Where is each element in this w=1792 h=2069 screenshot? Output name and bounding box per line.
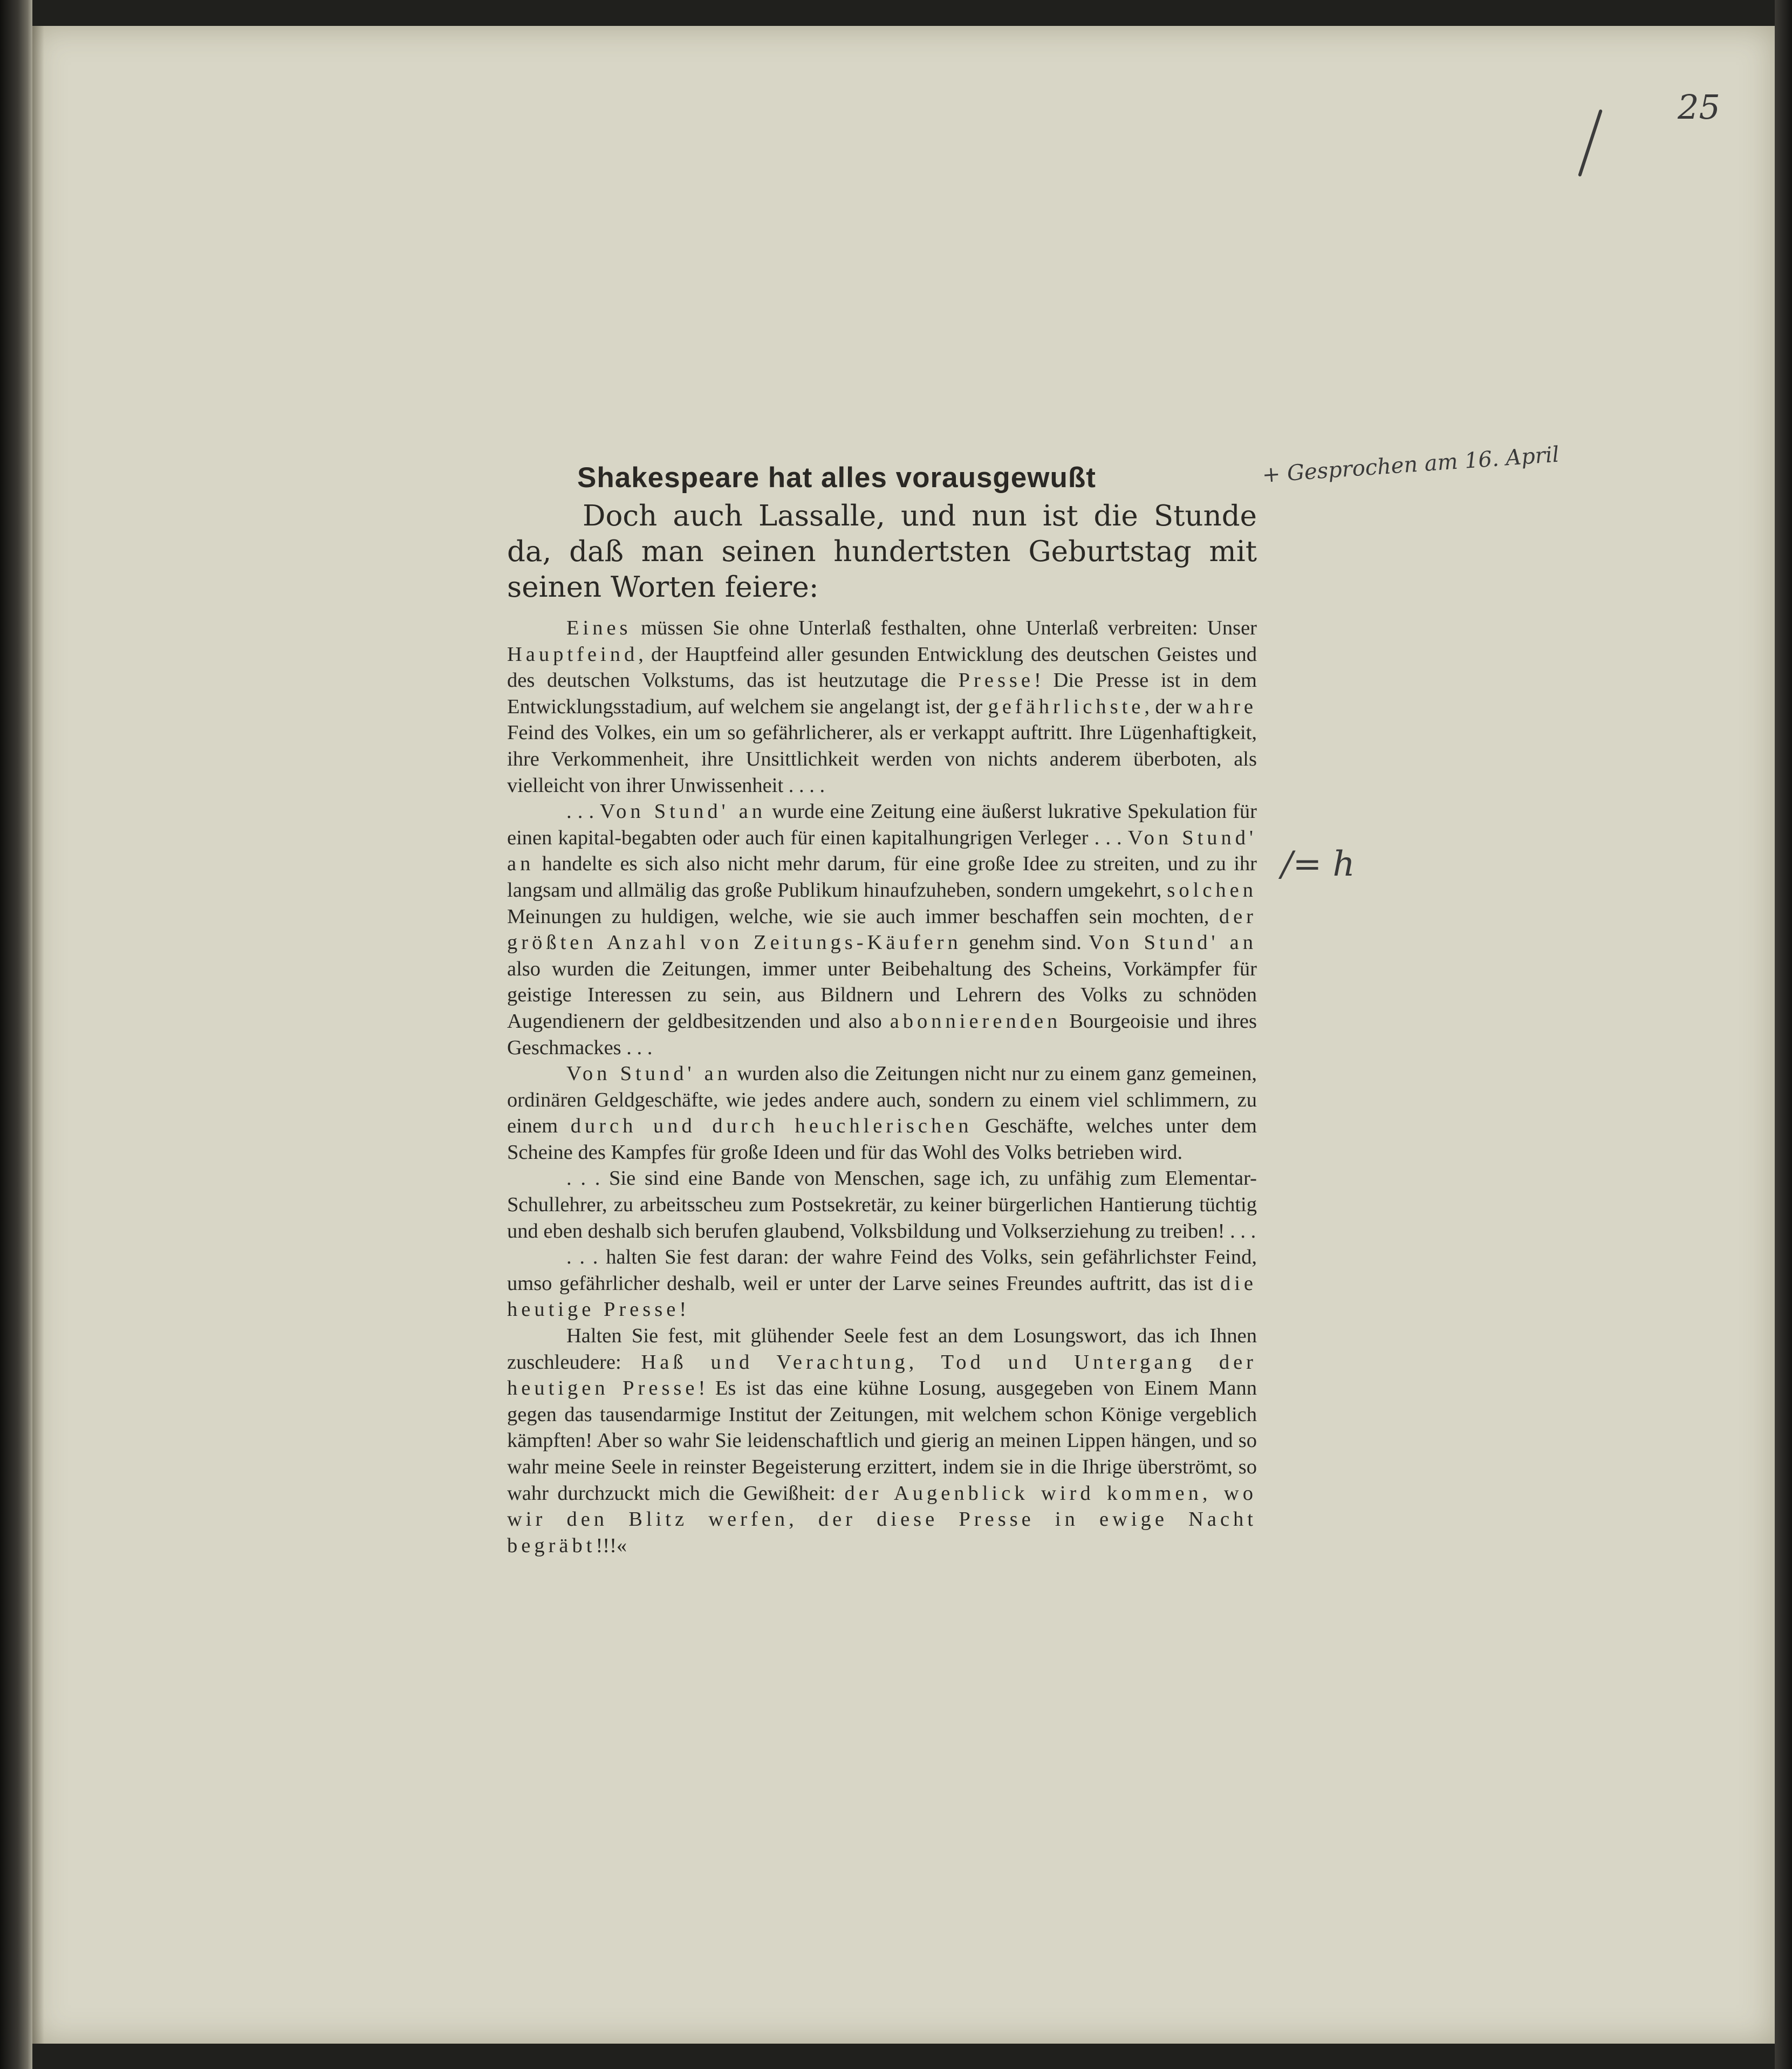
spaced-emphasis: Hauptfeind: [507, 643, 639, 666]
paragraph-text: also wurden die Zeitungen, immer unter Beibehaltung des Scheins, Vorkämpfer für geistige Interessen zu sein, aus Bildnern und Lehrern des Volks zu schnöden Augendienern der geldbesitzenden und also: [507, 957, 1257, 1033]
spaced-emphasis: der Augenblick wird kommen, wo wir den Blitz werfen, der diese Presse in ewige Nacht begräbt: [507, 1481, 1257, 1557]
spaced-emphasis: solchen: [1167, 878, 1257, 902]
paragraph-text: !: [679, 1298, 687, 1321]
paragraph-text: . . . halten Sie fest daran: der wahre Feind des Volks, sein gefährlichster Feind, umso gefährlicher deshalb, weil er unter der Larve seines Freundes auftritt, das ist: [507, 1246, 1257, 1295]
folio-number: 25: [1678, 87, 1720, 127]
paragraph-text: Halten Sie fest, mit glühender Seele fest an dem Losungswort, das ich Ihnen zuschleudere:: [507, 1324, 1257, 1374]
paragraph-text: wurden also die Zeitungen nicht nur zu einem ganz gemeinen, ordinären Geldgeschäfte, wie jedes andere auch, sondern zu einem viel schlimmern, zu einem: [507, 1062, 1257, 1138]
spaced-emphasis: der größten Anzahl von Zeitungs-Käufern: [507, 905, 1257, 954]
paragraph-text: ! Es ist das eine kühne Losung, ausgegeben von Einem Mann gegen das tausendarmige Institut der Zeitungen, mit welchem schon Könige vergeblich kämpften! Aber so wahr Sie leidenschaftlich und gierig an meinen Lippen hängen, und so wahr meine Seele in reinster Begeisterung erzittert, indem sie in die Ihrige überströmt, so wahr durchzuckt mich die Gewißheit:: [507, 1377, 1257, 1505]
article-paragraph: [507, 615, 1257, 798]
paragraph-text: , der: [1144, 695, 1187, 718]
spaced-emphasis: gefährlichste: [988, 695, 1145, 718]
paragraph-text: , der Hauptfeind aller gesunden Entwicklung des deutschen Geistes und des deutschen Volkstums, das ist heutzutage die: [507, 643, 1257, 692]
paragraph-text: Bourgeoisie und ihres Geschmackes . . .: [507, 1009, 1257, 1059]
paragraph-text: Meinungen zu huldigen, welche, wie sie auch immer beschaffen sein mochten,: [507, 905, 1219, 928]
article-body: [507, 615, 1257, 1559]
paragraph-text: ! Die Presse ist in dem Entwicklungsstadium, auf welchem sie angelangt ist, der: [507, 669, 1257, 718]
paragraph-text: genehm sind.: [961, 931, 1089, 954]
spaced-emphasis: durch und durch heuchlerischen: [570, 1115, 973, 1138]
paragraph-text: müssen Sie ohne Unterlaß festhalten, ohne Unterlaß verbreiten: Unser: [631, 617, 1257, 639]
spaced-emphasis: Von Stund' an: [600, 800, 766, 823]
margin-note: + Gesprochen am 16. April: [1261, 442, 1560, 488]
spaced-emphasis: Haß und Verachtung, Tod und Untergang der heutigen Presse: [507, 1350, 1257, 1400]
article-paragraph: [507, 1244, 1257, 1323]
article-paragraph: [507, 798, 1257, 1061]
spaced-emphasis: Presse: [958, 669, 1034, 692]
paragraph-text: Geschäfte, welches unter dem Scheine des Kampfes für große Ideen und für das Wohl des Volks betrieben wird.: [507, 1115, 1257, 1164]
paragraph-text: Feind des Volkes, ein um so gefährlicherer, als er verkappt auftritt. Ihre Lügenhaftigkeit, ihre Verkommenheit, ihre Unsittlichkeit werden von nichts anderem überboten, als vielleicht von ihrer Unwissenheit . . . .: [507, 721, 1257, 797]
spaced-emphasis: Von Stund' an: [507, 826, 1257, 876]
paragraph-text: handelte es sich also nicht mehr darum, für eine große Idee zu streiten, und zu ihr langsam und allmälig das große Publikum hinaufzuheben, sondern umgekehrt,: [507, 852, 1257, 902]
spaced-emphasis: Eines: [566, 617, 632, 639]
headline: Shakespeare hat alles vorausgewußt: [577, 462, 1096, 494]
spaced-emphasis: die heutige Presse: [507, 1272, 1257, 1321]
binding-edge: [0, 0, 32, 2069]
spaced-emphasis: wahre: [1187, 695, 1257, 718]
paragraph-text: !!!«: [596, 1534, 627, 1557]
right-page-edge: [1775, 0, 1792, 2069]
spaced-emphasis: Von Stund' an: [1089, 931, 1257, 954]
article-paragraph: [507, 1165, 1257, 1244]
paragraph-text: . . . Sie sind eine Bande von Menschen, sage ich, zu unfähig zum Elementar-Schullehrer, zu arbeitsscheu zum Postsekretär, zu keiner bürgerlichen Hantierung tüchtig und eben deshalb sich berufen glaubend, Volksbildung und Volkserziehung zu treiben! . . .: [507, 1167, 1257, 1242]
intro-text: Doch auch Lassalle, und nun ist die Stunde da, daß man seinen hundertsten Geburtstag mit seinen Worten feiere:: [507, 500, 1257, 604]
paragraph-text: wurde eine Zeitung eine äußerst lukrative Spekulation für einen kapital-begabten oder auch für einen kapitalhungrigen Verleger . . .: [507, 800, 1257, 849]
article-paragraph: [507, 1061, 1257, 1165]
gutter-shadow: [32, 26, 44, 2044]
spaced-emphasis: Von Stund' an: [566, 1062, 732, 1085]
article-paragraph: [507, 1323, 1257, 1559]
paragraph-text: . . .: [566, 800, 600, 823]
edit-mark: /= h: [1281, 844, 1355, 884]
spaced-emphasis: abonnierenden: [890, 1009, 1062, 1033]
newspaper-clipping: [507, 461, 1257, 1559]
